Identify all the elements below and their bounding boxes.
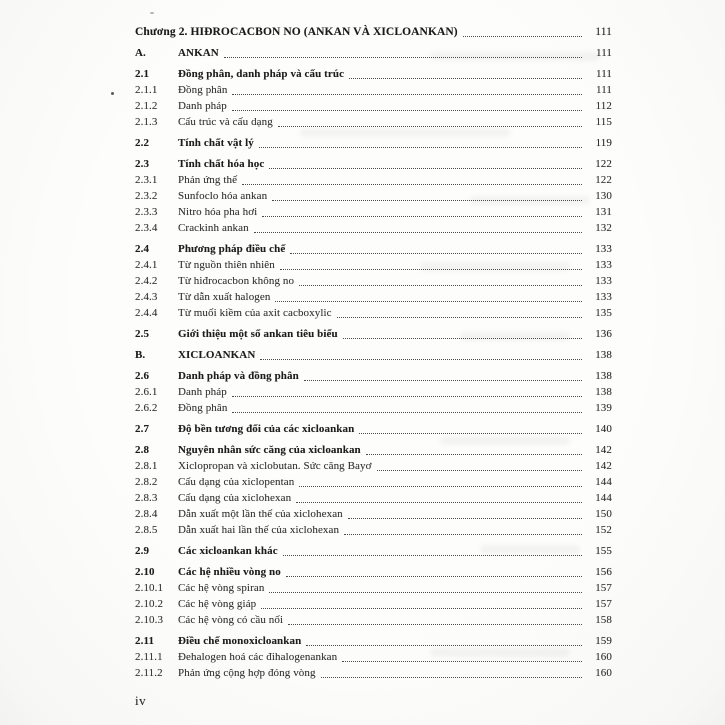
toc-entry-title: Tính chất hóa học [178,158,265,170]
toc-entry [135,612,612,628]
toc-entry [135,326,612,342]
dot-leader [366,454,582,455]
toc-entry [135,543,612,559]
toc-entry-title: Xiclopropan và xiclobutan. Sức căng Bayơ [178,460,372,472]
toc-entry [135,474,612,490]
toc-entry [135,347,612,363]
toc-entry [135,490,612,506]
toc-entry-number: 2.3.4 [135,222,158,234]
toc-entry-page: 133 [595,275,612,287]
toc-entry-number: B. [135,349,146,361]
toc-entry-number: 2.10.3 [135,614,164,626]
dot-leader [269,168,582,169]
toc-entry-page: 139 [595,402,612,414]
toc-entry-page: 130 [595,190,612,202]
dot-leader [280,269,582,270]
toc-entry-title: Danh pháp [178,100,227,112]
scan-speck [111,92,114,95]
toc-entry-title: Từ hiđrocacbon không no [178,275,295,287]
toc-entry-number: 2.1.3 [135,116,158,128]
toc-entry [135,400,612,416]
dot-leader [275,301,582,302]
toc-entry-number: 2.7 [135,423,150,435]
toc-entry-number: 2.4.2 [135,275,158,287]
toc-entry-title: Từ dẫn xuất halogen [178,291,271,303]
toc-entry [135,257,612,273]
toc-entry-title: Dẫn xuất một lần thế của xiclohexan [178,508,343,520]
toc-entry-title: Cấu dạng của xiclopentan [178,476,295,488]
toc-entry-title: Các hệ vòng giáp [178,598,257,610]
toc-entry [135,45,612,61]
toc-entry-number: 2.1.2 [135,100,158,112]
dot-leader [269,592,582,593]
toc-entry [135,241,612,257]
dot-leader [286,576,582,577]
scan-speck [150,12,154,14]
toc-entry-title: Giới thiệu một số ankan tiêu biểu [178,328,338,340]
toc-entry-number: 2.4.3 [135,291,158,303]
toc-entry-title: Đồng phân [178,402,228,414]
dot-leader [463,36,582,37]
toc-entry-title: Tính chất vật lý [178,137,254,149]
toc-entry [135,98,612,114]
toc-entry-number: 2.8.1 [135,460,158,472]
toc-entry [135,156,612,172]
toc-entry-page: 136 [595,328,612,340]
toc-entry [135,114,612,130]
toc-entry [135,66,612,82]
toc-entry-number: 2.8.2 [135,476,158,488]
dot-leader [299,285,582,286]
toc-entry-title: Sunfoclo hóa ankan [178,190,268,202]
toc-entry-title: Chương 2. HIĐROCACBON NO (ANKAN VÀ XICLOANKAN) [135,26,458,38]
toc-entry [135,289,612,305]
toc-entry-title: Từ muối kiềm của axit cacboxylic [178,307,332,319]
toc-entry-page: 140 [595,423,612,435]
toc-entry-title: Nguyên nhân sức căng của xicloankan [178,444,361,456]
toc-entry-page: 138 [595,386,612,398]
dot-leader [348,518,582,519]
toc-entry-page: 111 [596,84,612,96]
toc-entry-title: Phản ứng thế [178,174,238,186]
toc-entry-title: Danh pháp và đồng phân [178,370,299,382]
toc-entry-page: 157 [595,598,612,610]
toc-entry-page: 119 [595,137,612,149]
dot-leader [254,232,582,233]
toc-entry-title: ANKAN [178,47,219,59]
dot-leader [296,502,582,503]
dot-leader [288,624,582,625]
dot-leader [344,534,582,535]
toc-entry-number: 2.4.1 [135,259,158,271]
toc-entry-page: 144 [595,476,612,488]
toc-entry [135,384,612,400]
toc-entry-page: 131 [595,206,612,218]
toc-entry-page: 111 [596,47,612,59]
toc-entry-page: 157 [595,582,612,594]
toc-entry-title: Đồng phân, danh pháp và cấu trúc [178,68,345,80]
dot-leader [260,359,582,360]
toc-entry-title: Cấu dạng của xiclohexan [178,492,292,504]
toc-entry-page: 156 [595,566,612,578]
toc-entry-number: 2.8.5 [135,524,158,536]
toc-entry-number: 2.8 [135,444,150,456]
toc-entry-page: 160 [595,667,612,679]
toc-entry-number: 2.6.1 [135,386,158,398]
toc-entry [135,82,612,98]
toc-entry-title: Danh pháp [178,386,227,398]
toc-entry-page: 150 [595,508,612,520]
toc-entry-number: 2.11.1 [135,651,163,663]
toc-entry [135,633,612,649]
dot-leader [242,184,582,185]
dot-leader [259,147,582,148]
dot-leader [262,216,582,217]
toc-entry-title: Đehalogen hoá các đihalogenankan [178,651,338,663]
toc-entry [135,522,612,538]
toc-entry-page: 138 [595,370,612,382]
toc-entry-number: 2.2 [135,137,150,149]
toc-entry-page: 135 [595,307,612,319]
dot-leader [232,396,582,397]
toc-entry [135,204,612,220]
toc-entry-number: 2.4 [135,243,150,255]
toc-list [135,24,612,681]
dot-leader [232,110,582,111]
toc-entry-title: Crackinh ankan [178,222,249,234]
toc-entry [135,649,612,665]
toc-entry-title: XICLOANKAN [178,349,256,361]
toc-entry-number: 2.6 [135,370,150,382]
toc-entry [135,273,612,289]
toc-entry [135,305,612,321]
toc-entry [135,458,612,474]
toc-entry-page: 158 [595,614,612,626]
toc-entry-page: 144 [595,492,612,504]
dot-leader [232,94,582,95]
toc-entry-number: A. [135,47,146,59]
toc-entry-number: 2.10 [135,566,155,578]
dot-leader [321,677,582,678]
dot-leader [290,253,582,254]
toc-entry [135,421,612,437]
dot-leader [306,645,582,646]
toc-entry-title: Phản ứng cộng hợp đóng vòng [178,667,316,679]
toc-entry [135,665,612,681]
toc-entry-number: 2.1.1 [135,84,158,96]
toc-entry-number: 2.8.4 [135,508,158,520]
toc-entry-page: 155 [595,545,612,557]
toc-entry-number: 2.11 [135,635,155,647]
toc-entry-page: 133 [595,291,612,303]
dot-leader [232,412,582,413]
toc-entry-number: 2.5 [135,328,150,340]
dot-leader [278,126,582,127]
toc-entry-title: Các hệ nhiều vòng no [178,566,281,578]
toc-entry-page: 111 [596,68,612,80]
toc-entry-page: 152 [595,524,612,536]
toc-entry-page: 122 [595,158,612,170]
toc-entry-title: Đồng phân [178,84,228,96]
toc-entry [135,220,612,236]
toc-entry [135,506,612,522]
toc-entry [135,368,612,384]
toc-entry-number: 2.10.1 [135,582,164,594]
toc-entry-title: Nitro hóa pha hơi [178,206,258,218]
toc-entry-number: 2.3.1 [135,174,158,186]
toc-entry-title: Các hệ vòng có cầu nối [178,614,284,626]
toc-entry-page: 115 [595,116,612,128]
toc-entry-page: 142 [595,460,612,472]
toc-entry-title: Cấu trúc và cấu dạng [178,116,273,128]
page-number-footer: iv [135,693,147,708]
toc-entry-page: 112 [595,100,612,112]
toc-entry-number: 2.3.3 [135,206,158,218]
toc-entry [135,188,612,204]
dot-leader [299,486,582,487]
toc-entry-number: 2.4.4 [135,307,158,319]
dot-leader [349,78,582,79]
dot-leader [359,433,582,434]
dot-leader [343,338,582,339]
toc-entry-title: Từ nguồn thiên nhiên [178,259,275,271]
dot-leader [261,608,582,609]
toc-entry [135,442,612,458]
toc-entry [135,564,612,580]
toc-entry-title: Phương pháp điều chế [178,243,286,255]
dot-leader [224,57,582,58]
toc-entry [135,135,612,151]
toc-entry-title: Dẫn xuất hai lần thế của xiclohexan [178,524,340,536]
dot-leader [377,470,582,471]
dot-leader [304,380,582,381]
toc-entry-number: 2.3 [135,158,150,170]
toc-entry-number: 2.11.2 [135,667,163,679]
toc-entry-number: 2.9 [135,545,150,557]
toc-entry-page: 159 [595,635,612,647]
toc-entry-page: 111 [595,26,612,38]
toc-entry-title: Độ bền tương đối của các xicloankan [178,423,355,435]
dot-leader [272,200,582,201]
toc-entry-page: 122 [595,174,612,186]
toc-entry [135,24,612,40]
toc-entry-page: 138 [595,349,612,361]
toc-entry-number: 2.6.2 [135,402,158,414]
toc-entry [135,172,612,188]
toc-entry-page: 133 [595,259,612,271]
toc-entry-page: 142 [595,444,612,456]
dot-leader [337,317,582,318]
toc-entry-page: 133 [595,243,612,255]
toc-entry-number: 2.10.2 [135,598,164,610]
toc-entry-number: 2.1 [135,68,150,80]
toc-entry-title: Điều chế monoxicloankan [178,635,302,647]
toc-entry [135,596,612,612]
toc-entry-number: 2.8.3 [135,492,158,504]
toc-entry-page: 160 [595,651,612,663]
toc-entry-title: Các hệ vòng spiran [178,582,265,594]
toc-entry-title: Các xicloankan khác [178,545,278,557]
dot-leader [342,661,582,662]
dot-leader [283,555,582,556]
toc-entry-page: 132 [595,222,612,234]
toc-entry [135,580,612,596]
toc-entry-number: 2.3.2 [135,190,158,202]
